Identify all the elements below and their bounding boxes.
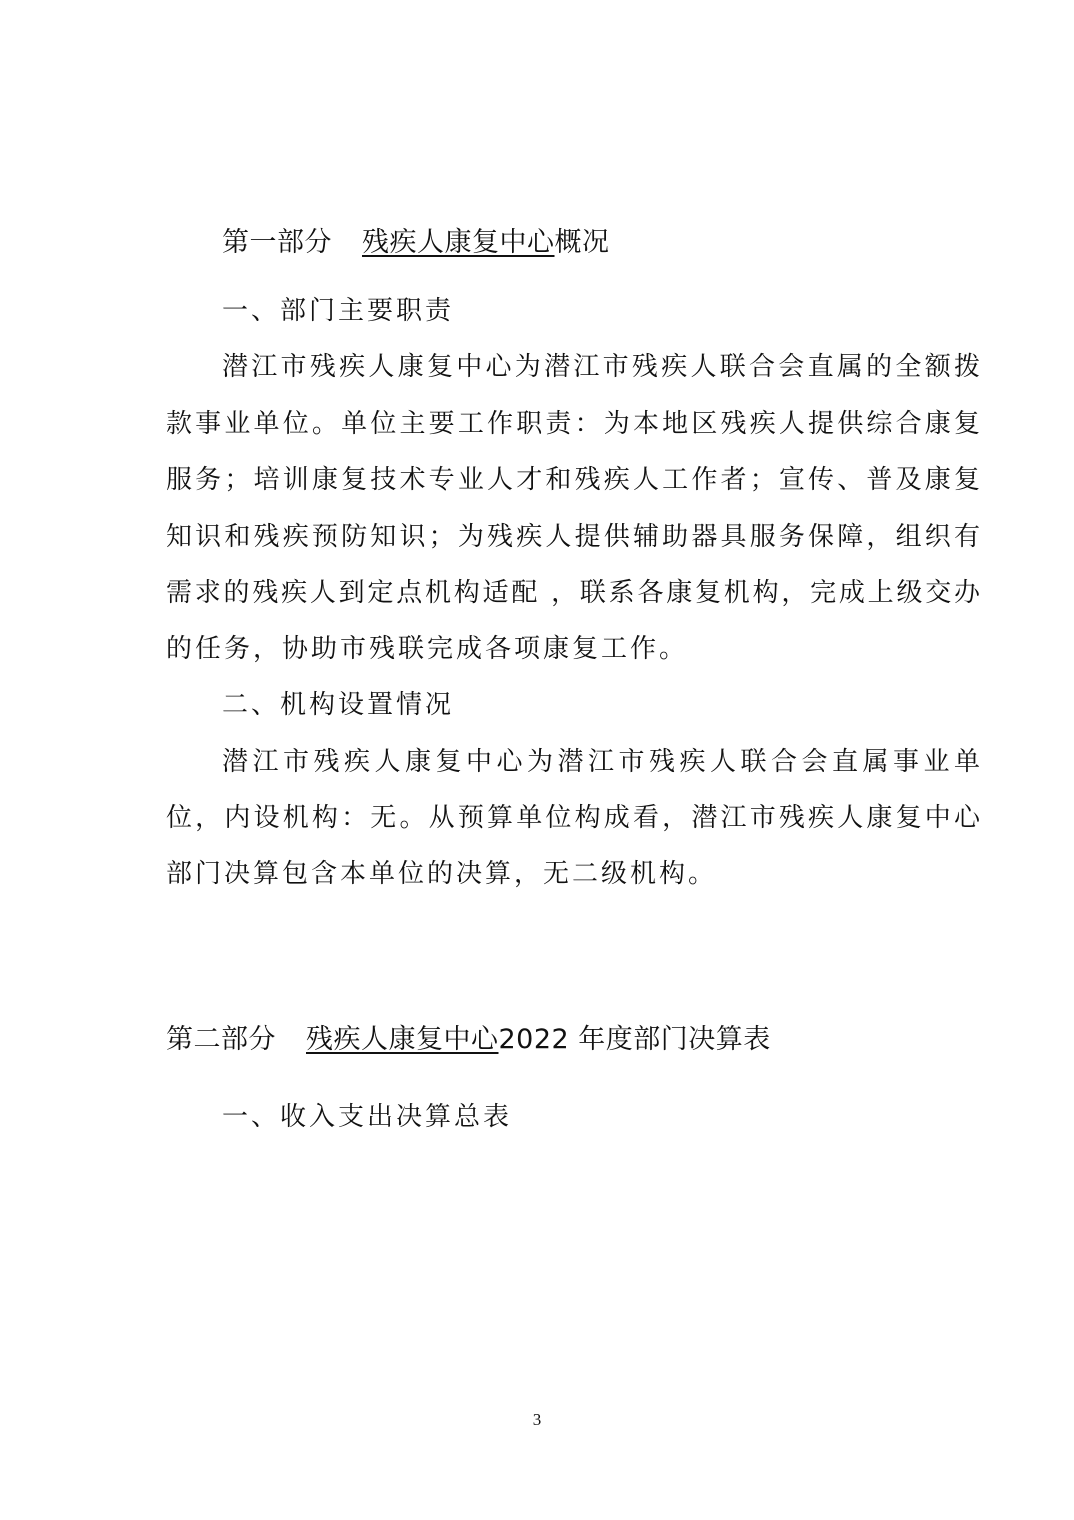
part1-heading-unit: 残疾人康复中心 [362, 227, 555, 258]
part2-heading-prefix: 第二部分 [166, 1024, 276, 1055]
section3-title: 一、收入支出决算总表 [222, 1102, 513, 1132]
part2-heading-suffix: 2022 年度部门决算表 [498, 1024, 771, 1055]
page-number: 3 [532, 1410, 542, 1429]
paragraph-line: 潜江市残疾人康复中心为潜江市残疾人联合会直属的全额拨 [222, 352, 980, 382]
paragraph-line: 潜江市残疾人康复中心为潜江市残疾人联合会直属事业单 [222, 747, 980, 777]
part1-heading [222, 220, 610, 259]
paragraph-line: 需求的残疾人到定点机构适配 ，联系各康复机构，完成上级交办 [166, 578, 980, 608]
part2-heading-unit: 残疾人康复中心 [306, 1024, 499, 1055]
paragraph-line: 款事业单位。单位主要工作职责：为本地区残疾人提供综合康复 [166, 409, 980, 439]
paragraph-line: 的任务，协助市残联完成各项康复工作。 [166, 634, 689, 664]
part1-heading-suffix: 概况 [554, 227, 610, 258]
paragraph-line: 部门决算包含本单位的决算，无二级机构。 [166, 859, 718, 889]
part1-heading-prefix: 第一部分 [222, 227, 332, 258]
paragraph-line: 服务；培训康复技术专业人才和残疾人工作者；宣传、普及康复 [166, 465, 980, 495]
paragraph-line: 知识和残疾预防知识；为残疾人提供辅助器具服务保障，组织有 [166, 522, 980, 552]
section1-title: 一、部门主要职责 [222, 296, 455, 326]
paragraph-line: 位，内设机构：无。从预算单位构成看，潜江市残疾人康复中心 [166, 803, 980, 833]
section2-title: 二、机构设置情况 [222, 690, 455, 720]
part2-heading [166, 1017, 771, 1056]
